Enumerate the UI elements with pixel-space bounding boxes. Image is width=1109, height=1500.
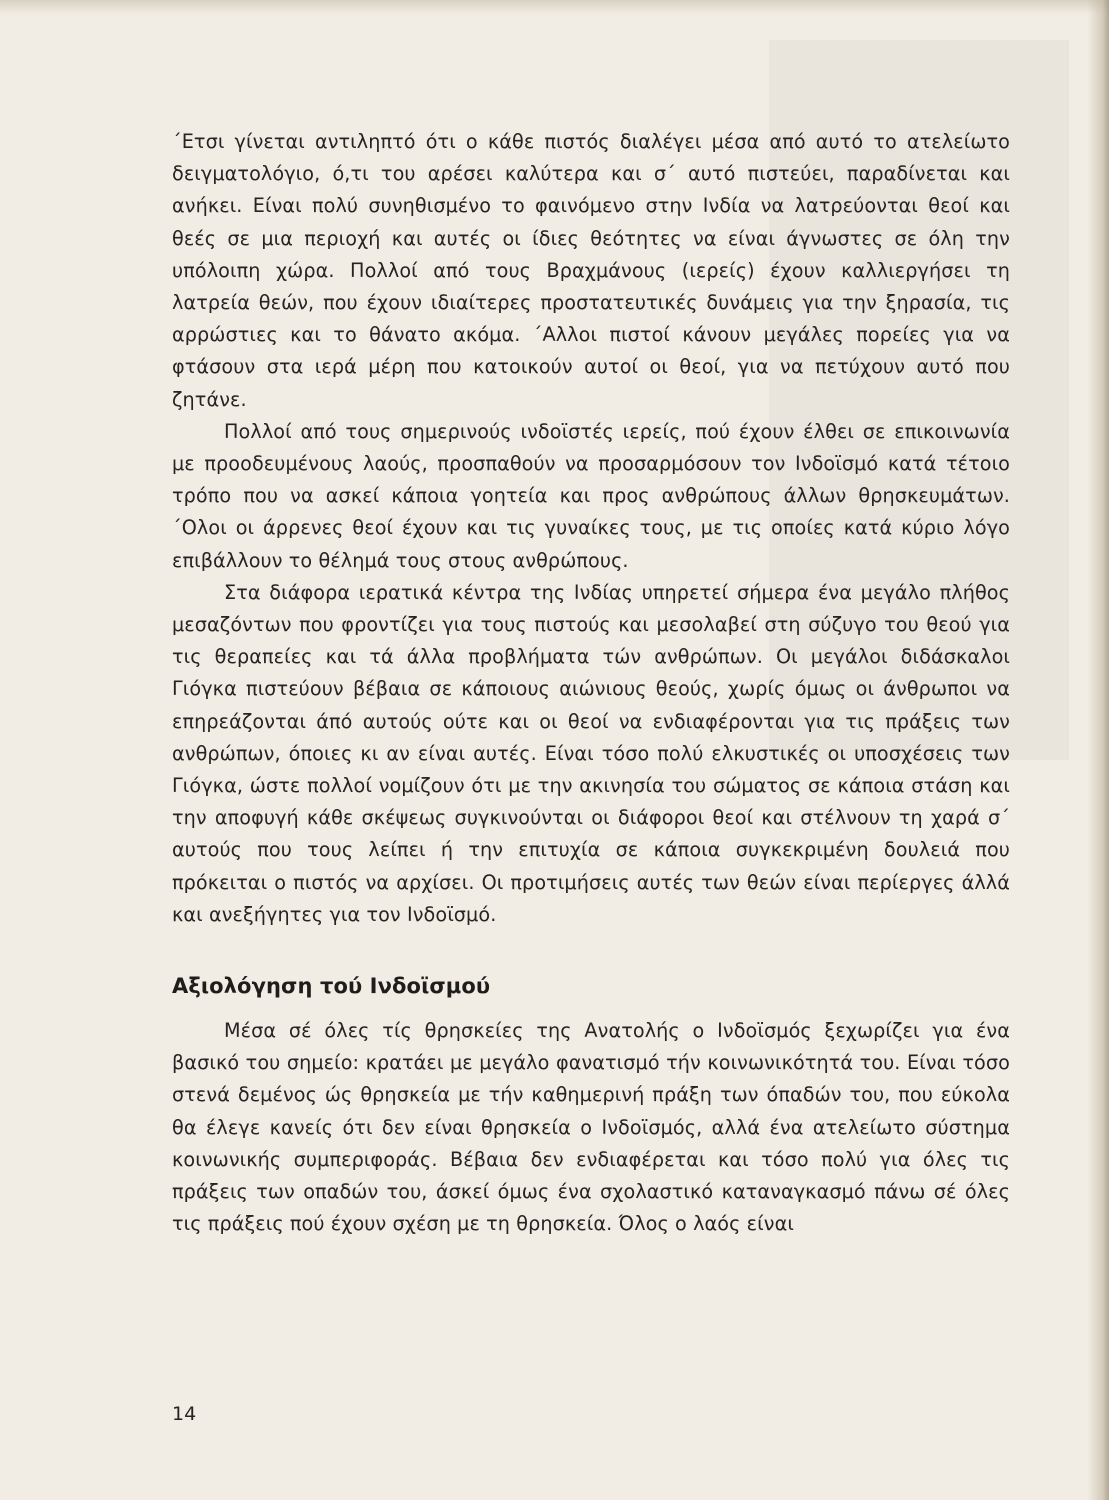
paragraph-4: Μέσα σέ όλες τίς θρησκείες της Ανατολής ο Ινδοϊσμός ξεχωρίζει για ένα βασικό του σημείο: κρατάει με μεγάλο φανατισμό τήν κοινωνικότητά του. Είναι τόσο στενά δεμένος ώς θρησκεία με τήν καθημερινή πράξη των όπαδών του, που εύκολα θα έλεγε κανείς ότι δεν είναι θρησκεία ο Ινδοϊσμός, αλλά ένα ατελείωτο σύστημα κοινωνικής συμπεριφοράς. Βέβαια δεν ενδιαφέρεται και τόσο πολύ για όλες τις πράξεις των οπαδών του, άσκεί όμως ένα σχολαστικό καταναγκασμό πάνω σέ όλες τις πράξεις πού έχουν σχέση με τη θρησκεία. Όλος ο λαός είναι [172,1019,1010,1236]
paragraph-2: Πολλοί από τους σημερινούς ινδοϊστές ιερείς, πού έχουν έλθει σε επικοινωνία με προοδευμένους λαούς, προσπαθούν να προσαρμόσουν τον Ινδοϊσμό κατά τέτοιο τρόπο που να ασκεί κάποια γοητεία και προς ανθρώπους άλλων θρησκευμάτων. ΄Ολοι οι άρρενες θεοί έχουν και τις γυναίκες τους, με τις οποίες κατά κύριο λόγο επιβάλλουν το θέλημά τους στους ανθρώπους. [172,419,1010,572]
section-heading: Αξιολόγηση τού Ινδοϊσμού [172,974,491,999]
page-content [172,126,1010,1241]
paragraph-3: Στα διάφορα ιερατικά κέντρα της Ινδίας υπηρετεί σήμερα ένα μεγάλο πλήθος μεσαζόντων που φροντίζει για τους πιστούς και μεσολαβεί στη σύζυγο του θεού για τις θεραπείες και τά άλλα προβλήματα τών ανθρώπων. Οι μεγάλοι διδάσκαλοι Γιόγκα πιστεύουν βέβαια σε κάποιους αιώνιους θεούς, χωρίς όμως οι άνθρωποι να επηρεάζονται άπό αυτούς ούτε και οι θεοί να ενδιαφέρονται για τις πράξεις των ανθρώπων, όποιες κι αν είναι αυτές. Είναι τόσο πολύ ελκυστικές οι υποσχέσεις των Γιόγκα, ώστε πολλοί νομίζουν ότι με την ακινησία του σώματος σε κάποια στάση και την αποφυγή κάθε σκέψεως συγκινούνται οι διάφοροι θεοί και στέλνουν τη χαρά σ΄ αυτούς που τους λείπει ή την επιτυχία σε κάποια συγκεκριμένη δουλειά που πρόκειται ο πιστός να αρχίσει. Οι προτιμήσεις αυτές των θεών είναι περίεργες άλλά και ανεξήγητες για τον Ινδοϊσμό. [172,580,1010,926]
page-binding-shadow [1087,0,1109,1500]
page-number: 14 [172,1403,197,1425]
paragraph-1: ΄Ετσι γίνεται αντιληπτό ότι ο κάθε πιστός διαλέγει μέσα από αυτό το ατελείωτο δειγματολόγιο, ό,τι του αρέσει καλύτερα και σ΄ αυτό πιστεύει, παραδίνεται και ανήκει. Είναι πολύ συνηθισμένο το φαινόμενο στην Ινδία να λατρεύονται θεοί και θεές σε μια περιοχή και αυτές οι ίδιες θεότητες να είναι άγνωστες σε όλη την υπόλοιπη χώρα. Πολλοί από τους Βραχμάνους (ιερείς) έχουν καλλιεργήσει τη λατρεία θεών, που έχουν ιδιαίτερες προστατευτικές δυνάμεις για την ξηρασία, τις αρρώστιες και το θάνατο ακόμα. ΄Αλλοι πιστοί κάνουν μεγάλες πορείες για να φτάσουν στα ιερά μέρη που κατοικούν αυτοί οι θεοί, για να πετύχουν αυτό που ζητάνε. [172,130,1010,411]
page-top-shadow [0,0,1109,14]
